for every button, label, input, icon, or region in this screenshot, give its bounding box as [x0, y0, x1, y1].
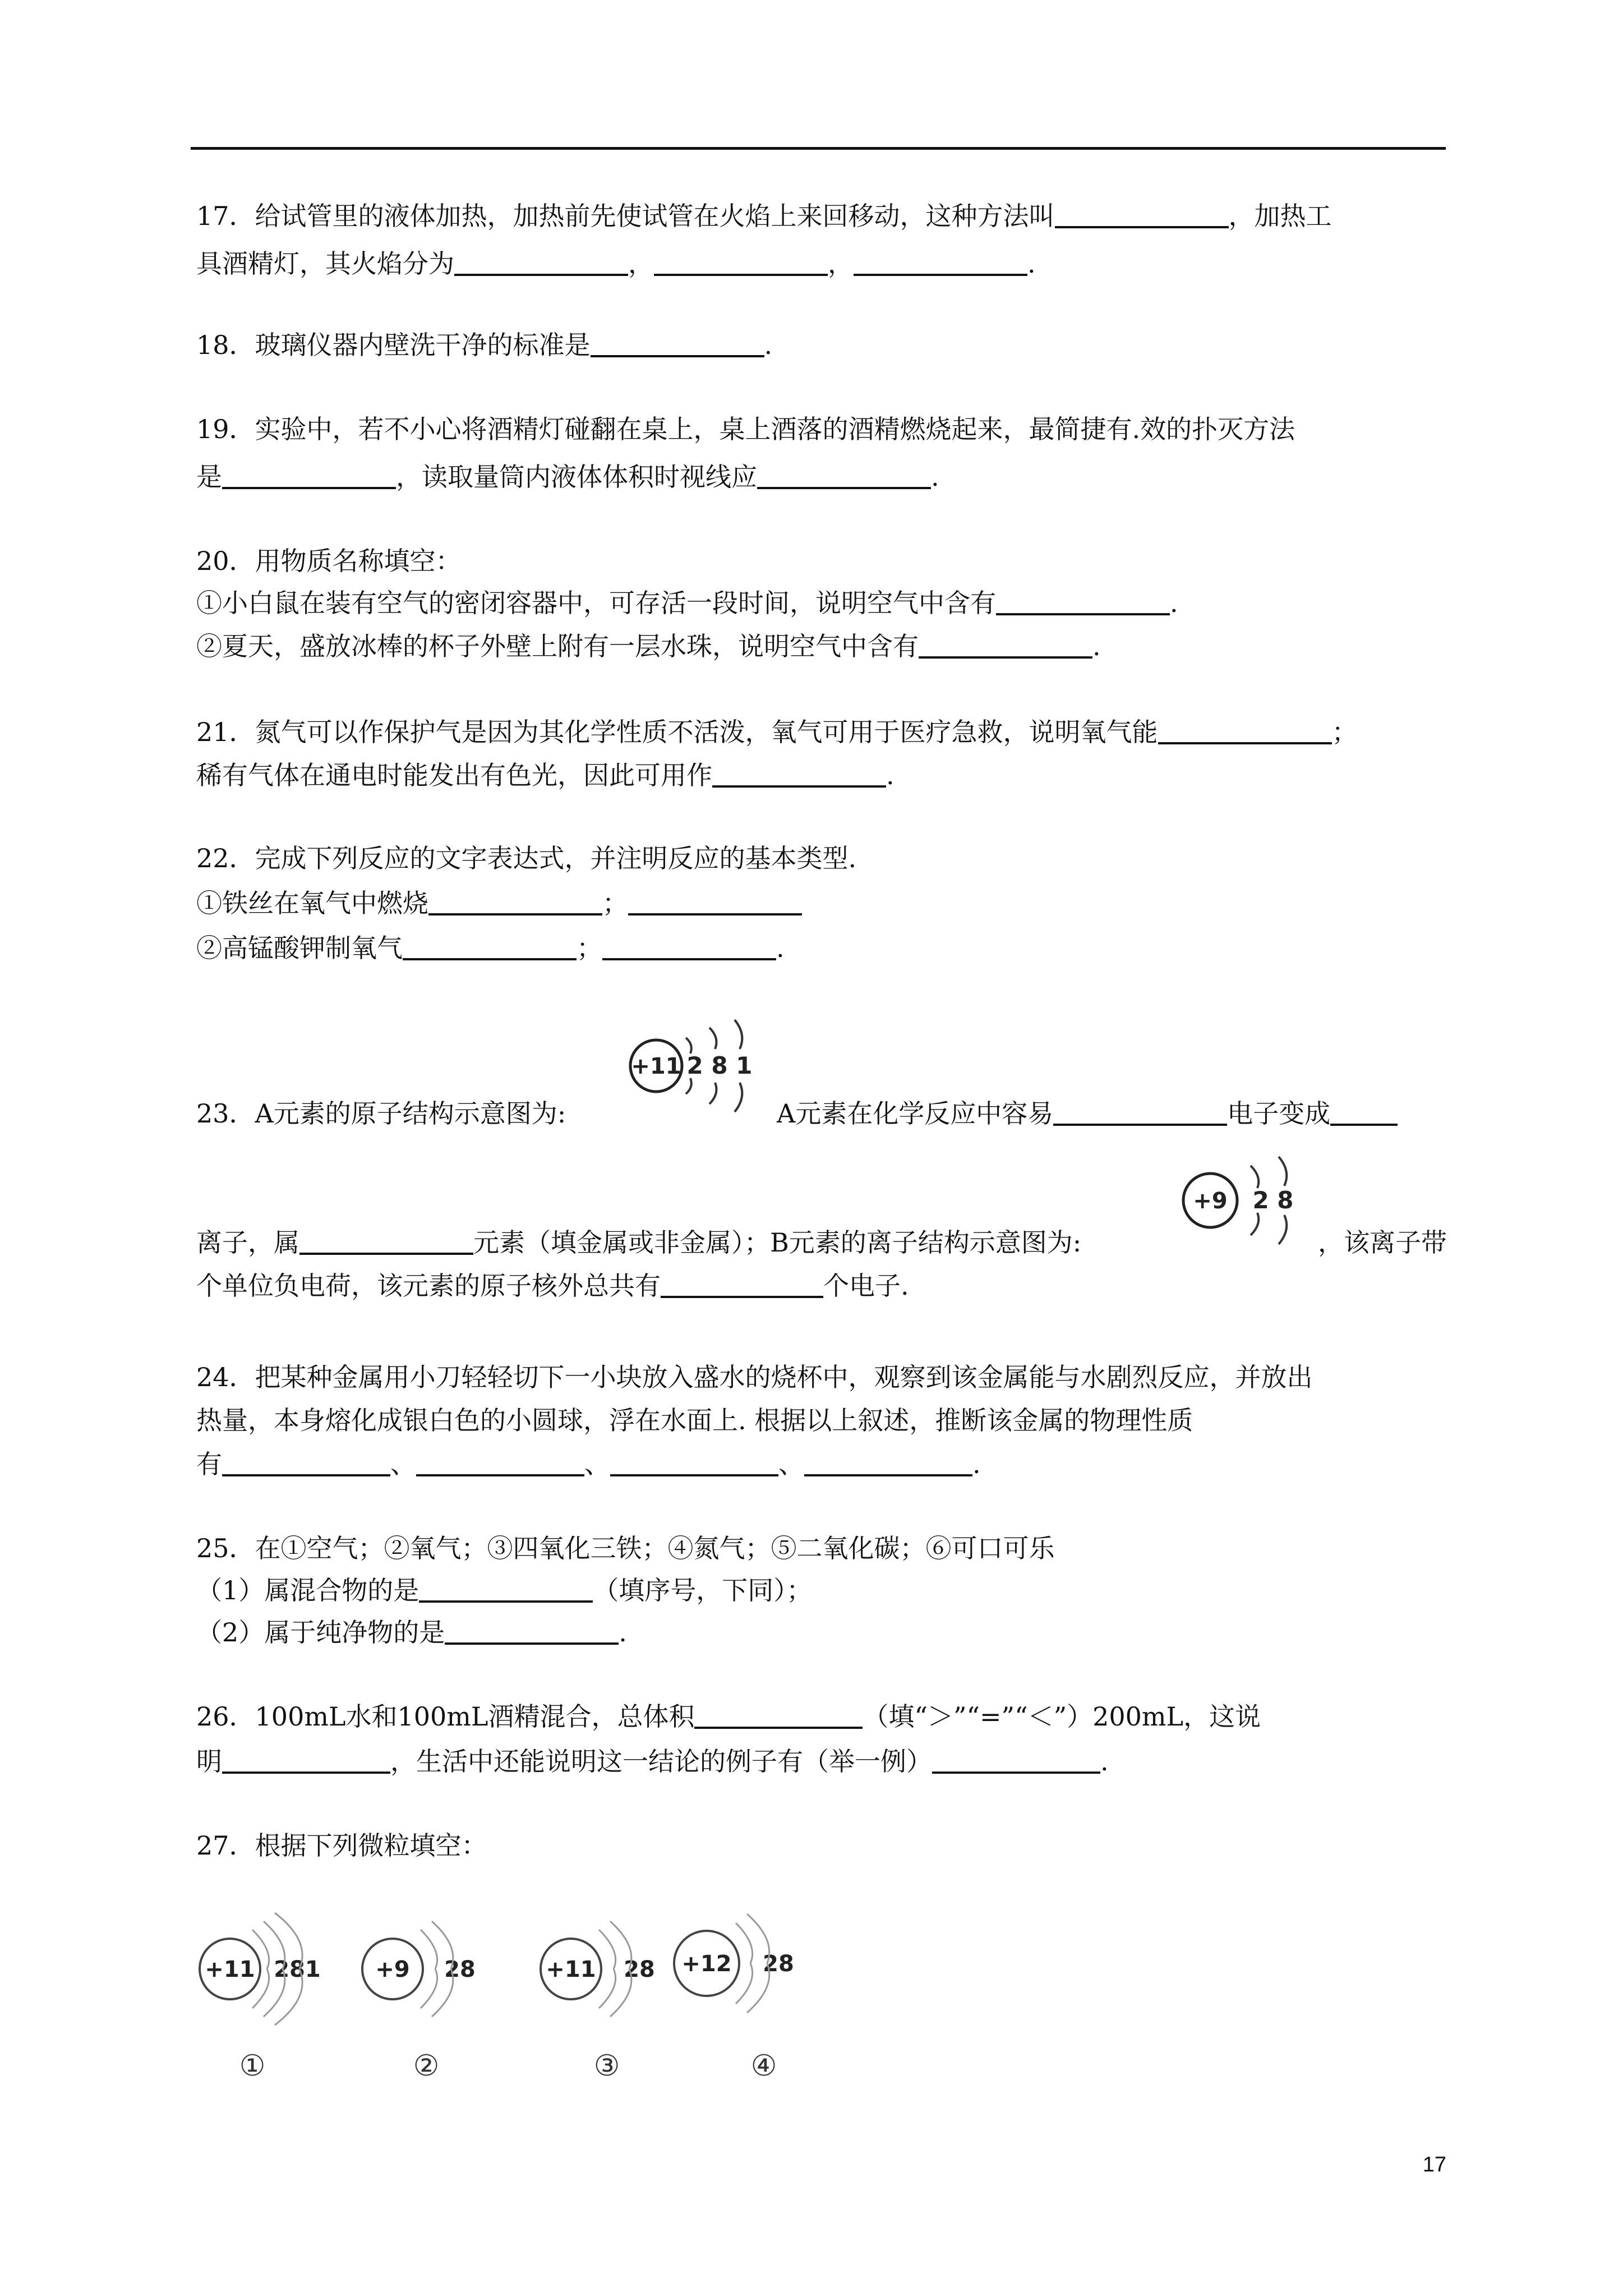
answer-blank[interactable] [1055, 199, 1229, 228]
answer-blank[interactable] [454, 247, 628, 276]
nucleus-charge: +11 [546, 1957, 596, 1982]
answer-blank[interactable] [222, 1447, 390, 1476]
q26-line2 [196, 1745, 1109, 1778]
q23-text7: 个单位负电荷，该元素的原子核外总共有 [196, 1271, 661, 1301]
separator: 、 [584, 1449, 610, 1479]
q21-line1 [196, 715, 1358, 749]
q27-text: 27．根据下列微粒填空： [196, 1830, 487, 1861]
answer-blank[interactable] [694, 1700, 863, 1729]
answer-blank[interactable] [757, 460, 931, 489]
ion-diagram-b [1172, 1144, 1312, 1257]
separator: 、 [778, 1449, 804, 1479]
period: . [972, 1449, 981, 1479]
period: . [776, 933, 785, 963]
answer-blank[interactable] [996, 586, 1170, 615]
q19-text3: ，读取量筒内液体体积时视线应 [396, 462, 757, 492]
answer-blank[interactable] [419, 1573, 593, 1603]
separator: ； [577, 933, 602, 963]
q26-line1 [196, 1700, 1261, 1733]
nucleus-charge-b: +9 [1193, 1188, 1228, 1214]
q17-text2: 具酒精灯，其火焰分为 [196, 249, 454, 279]
nucleus-charge: +12 [681, 1951, 732, 1977]
q23-text5: 元素（填金属或非金属）；B元素的离子结构示意图为: [473, 1227, 1082, 1258]
shell-electrons: 28 [444, 1957, 476, 1982]
particle-3 [541, 1921, 655, 2083]
q22-text: 22．完成下列反应的文字表达式，并注明反应的基本类型. [196, 843, 857, 873]
answer-blank[interactable] [428, 886, 602, 915]
answer-blank[interactable] [222, 1745, 390, 1774]
q17-line2 [196, 247, 1036, 280]
q25-line1 [196, 1531, 1055, 1565]
q21-text2: 稀有气体在通电时能发出有色光，因此可用作 [196, 760, 712, 790]
answer-blank[interactable] [299, 1226, 473, 1255]
q22-line2 [196, 886, 802, 920]
separator: ， [828, 249, 854, 279]
answer-blank[interactable] [919, 629, 1092, 659]
answer-blank[interactable] [416, 1447, 584, 1476]
q17-text: 17．给试管里的液体加热，加热前先使试管在火焰上来回移动，这种方法叫 [196, 201, 1055, 231]
q20-line2 [196, 586, 1178, 620]
q24-line3 [196, 1447, 981, 1481]
q26-text: 26．100mL水和100mL酒精混合，总体积 [196, 1701, 695, 1732]
answer-blank[interactable] [591, 328, 764, 357]
particle-label: ② [413, 2049, 440, 2083]
shell-electrons: 281 [274, 1957, 321, 1982]
answer-blank[interactable] [222, 460, 396, 489]
q23-text2: A元素在化学反应中容易 [777, 1098, 1054, 1129]
q24-text: 24．把某种金属用小刀轻轻切下一小块放入盛水的烧杯中，观察到该金属能与水剧烈反应，并放出 [196, 1362, 1313, 1392]
particle-label: ③ [593, 2049, 620, 2083]
q25-line2 [196, 1573, 812, 1607]
q27-line1 [196, 1829, 487, 1862]
q23-line2b [1318, 1226, 1447, 1259]
q22-line1 [196, 841, 856, 875]
q17-text-cont: ，加热工 [1228, 201, 1332, 231]
shell-electrons-b: 2 8 [1252, 1186, 1294, 1214]
shell-electrons-a: 2 8 1 [686, 1052, 753, 1079]
answer-blank[interactable] [1158, 715, 1332, 744]
shell-electrons: 28 [624, 1957, 655, 1982]
q26-text3: 明 [196, 1746, 222, 1777]
nucleus-charge-a: +11 [631, 1053, 681, 1079]
q26-text4: ，生活中还能说明这一结论的例子有（举一例） [390, 1746, 932, 1777]
answer-blank[interactable] [1330, 1097, 1398, 1126]
answer-blank[interactable] [854, 247, 1027, 276]
answer-blank[interactable] [628, 886, 802, 915]
atom-diagram-a [620, 1010, 766, 1122]
q22-line3 [196, 931, 785, 965]
q21-text: 21．氮气可以作保护气是因为其化学性质不活泼，氧气可用于医疗急救，说明氧气能 [196, 717, 1158, 747]
period: . [619, 1617, 627, 1648]
q18-line1 [196, 328, 772, 362]
q24-text3: 有 [196, 1449, 222, 1479]
q20-text: 20．用物质名称填空： [196, 546, 462, 576]
q26-text2: （填“＞”“=”“＜”）200mL，这说 [863, 1701, 1261, 1732]
period: . [1027, 249, 1036, 279]
particle-diagrams [191, 1907, 852, 2087]
q25-text: 25．在①空气；②氧气；③四氧化三铁；④氮气；⑤二氧化碳；⑥可口可乐 [196, 1533, 1055, 1563]
particle-2 [362, 1921, 476, 2083]
q23-line3 [196, 1269, 909, 1303]
period: . [764, 330, 773, 360]
particle-label: ① [239, 2049, 266, 2083]
particle-label: ④ [750, 2049, 777, 2083]
q22-item1: ①铁丝在氧气中燃烧 [196, 888, 428, 918]
page-number: 17 [1422, 2153, 1446, 2177]
header-rule [191, 147, 1446, 150]
period: . [886, 760, 895, 790]
q23-text: 23．A元素的原子结构示意图为: [196, 1098, 566, 1129]
separator: ； [1331, 717, 1358, 747]
period: . [931, 462, 939, 492]
q17-line1 [196, 199, 1332, 233]
q23-line1a [196, 1097, 566, 1130]
q25-item1: （1）属混合物的是 [196, 1575, 419, 1605]
q18-text: 18．玻璃仪器内壁洗干净的标准是 [196, 330, 591, 360]
answer-blank[interactable] [661, 1269, 823, 1298]
q23-text4: 离子，属 [196, 1227, 299, 1258]
q20-line3 [196, 629, 1101, 663]
particle-4 [674, 1914, 794, 2083]
q22-item2: ②高锰酸钾制氧气 [196, 933, 403, 963]
q25-line3 [196, 1616, 627, 1649]
period: . [1092, 631, 1101, 661]
q24-text2: 热量，本身熔化成银白色的小圆球，浮在水面上. 根据以上叙述，推断该金属的物理性质 [196, 1405, 1193, 1435]
answer-blank[interactable] [610, 1447, 778, 1476]
period: . [1100, 1746, 1109, 1777]
separator: 、 [390, 1449, 416, 1479]
q23-text3: 电子变成 [1227, 1098, 1331, 1129]
nucleus-charge: +9 [375, 1957, 410, 1982]
q23-line1b [777, 1097, 1398, 1130]
q20-item2: ②夏天，盛放冰棒的杯子外壁上附有一层水珠，说明空气中含有 [196, 631, 919, 661]
particle-1 [200, 1913, 321, 2083]
shell-electrons: 28 [763, 1951, 794, 1977]
q23-text8: 个电子. [823, 1271, 909, 1301]
q23-line2 [196, 1226, 1081, 1259]
answer-blank[interactable] [445, 1616, 619, 1645]
q19-line1 [196, 412, 1295, 446]
answer-blank[interactable] [403, 931, 577, 960]
q24-line1 [196, 1360, 1313, 1394]
q19-text: 19．实验中，若不小心将酒精灯碰翻在桌上，桌上酒落的酒精燃烧起来，最简捷有.效的扑灭方法 [196, 414, 1295, 444]
answer-blank[interactable] [804, 1447, 972, 1476]
q21-line2 [196, 758, 895, 792]
q23-text6: ，该离子带 [1318, 1227, 1447, 1258]
answer-blank[interactable] [1053, 1097, 1227, 1126]
q20-item1: ①小白鼠在装有空气的密闭容器中，可存活一段时间，说明空气中含有 [196, 588, 996, 618]
nucleus-charge: +11 [205, 1957, 255, 1982]
q19-line2 [196, 460, 939, 494]
period: . [1170, 588, 1178, 618]
separator: ； [602, 888, 628, 918]
q19-text2: 是 [196, 462, 222, 492]
answer-blank[interactable] [932, 1745, 1100, 1774]
answer-blank[interactable] [602, 931, 776, 960]
answer-blank[interactable] [654, 247, 828, 276]
separator: ， [628, 249, 654, 279]
q25-item2: （2）属于纯净物的是 [196, 1617, 445, 1648]
q24-line2 [196, 1404, 1193, 1437]
q25-note: （填序号，下同）； [593, 1575, 813, 1605]
q20-line1 [196, 544, 462, 578]
answer-blank[interactable] [712, 758, 886, 788]
